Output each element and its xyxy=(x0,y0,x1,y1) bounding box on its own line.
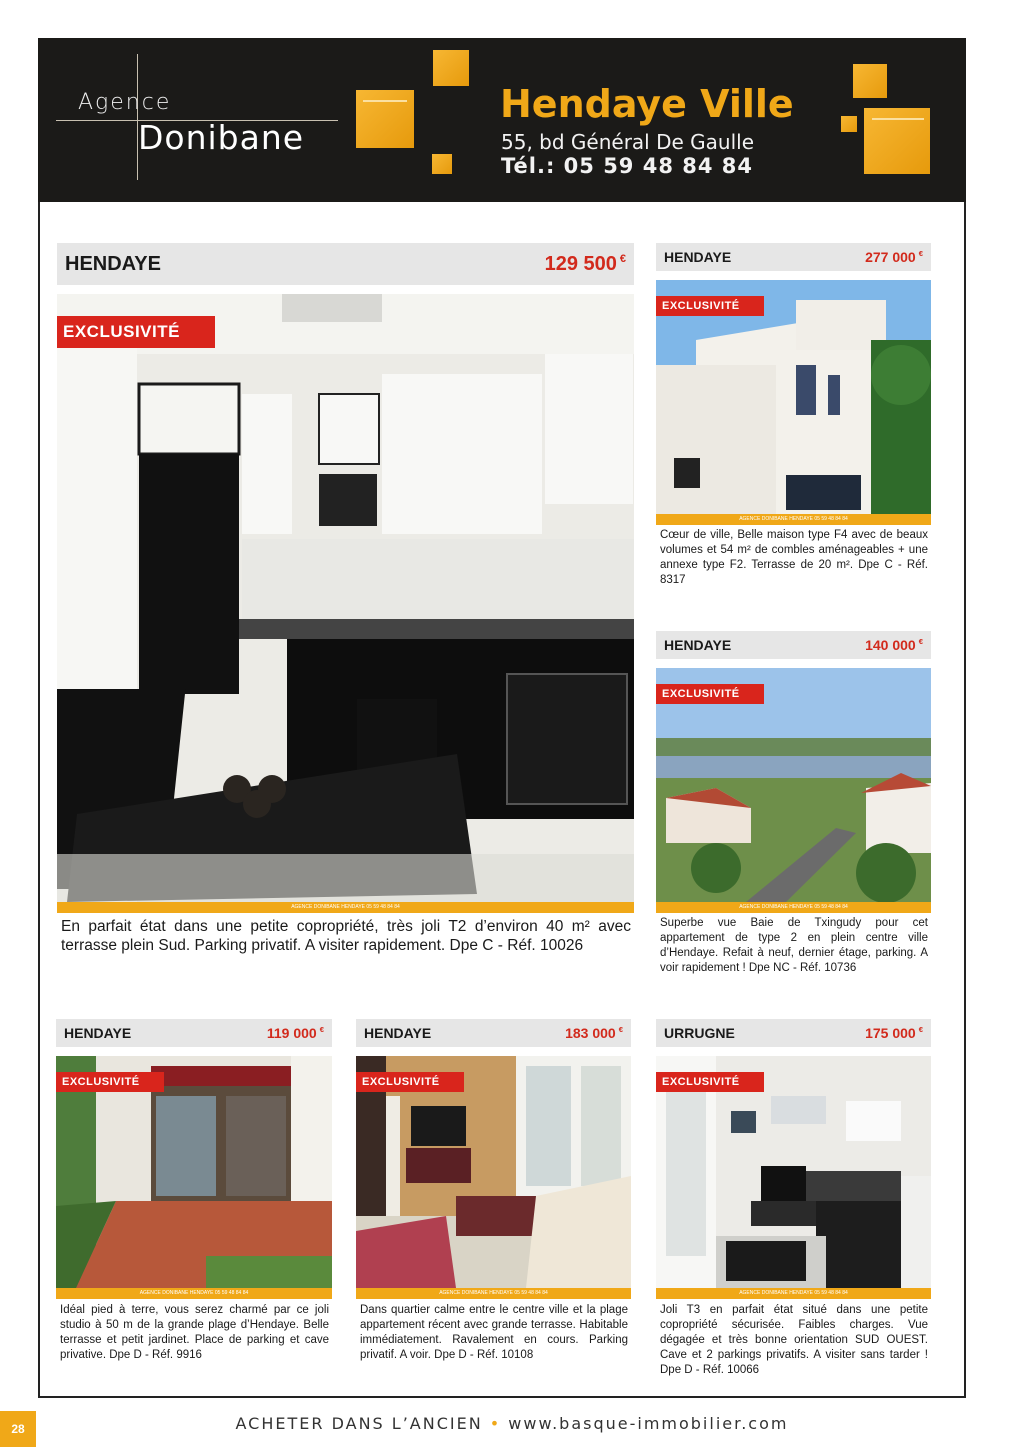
exclusivity-badge: EXCLUSIVITÉ xyxy=(356,1072,464,1092)
exclusivity-badge: EXCLUSIVITÉ xyxy=(656,684,764,704)
listing-city: URRUGNE xyxy=(664,1025,735,1041)
office-address: 55, bd Général De Gaulle xyxy=(501,130,754,154)
page-number: 28 xyxy=(0,1411,36,1447)
listing-photo-house[interactable] xyxy=(656,280,931,514)
deco-square xyxy=(432,154,452,174)
photo-credit-strip: AGENCE DONIBANE HENDAYE 05 59 48 84 84 xyxy=(656,514,931,525)
logo-agence-word: Agence xyxy=(78,90,172,115)
listing-card[interactable] xyxy=(56,1019,332,1379)
footer-website-link[interactable]: www.basque-immobilier.com xyxy=(508,1414,789,1433)
listing-city: HENDAYE xyxy=(65,252,161,275)
listing-header-bar xyxy=(656,1019,931,1047)
listing-header-bar xyxy=(57,243,634,285)
deco-line xyxy=(872,118,924,120)
photo-credit-strip: AGENCE DONIBANE HENDAYE 05 59 48 84 84 xyxy=(656,902,931,913)
agency-header xyxy=(38,38,966,202)
listing-header-bar xyxy=(656,243,931,271)
listing-photo-apartment[interactable] xyxy=(656,1056,931,1288)
listing-city: HENDAYE xyxy=(364,1025,432,1041)
listing-card[interactable] xyxy=(356,1019,631,1379)
exclusivity-badge: EXCLUSIVITÉ xyxy=(656,296,764,316)
deco-line xyxy=(363,100,407,102)
logo-agency-name: Donibane xyxy=(138,118,305,157)
listing-description: Superbe vue Baie de Txingudy pour cet appartement de type 2 en plein centre ville d’Hendaye. Refait à neuf, dernier étage, parking. A voir rapidement ! Dpe NC - Réf. 10736 xyxy=(660,917,928,974)
listing-photo-living-room[interactable] xyxy=(356,1056,631,1288)
photo-credit-strip: AGENCE DONIBANE HENDAYE 05 59 48 84 84 xyxy=(656,1288,931,1299)
photo-credit-strip: AGENCE DONIBANE HENDAYE 05 59 48 84 84 xyxy=(56,1288,332,1299)
kitchen-illustration xyxy=(57,294,634,902)
listing-card[interactable] xyxy=(656,631,931,991)
office-phone[interactable]: Tél.: 05 59 48 84 84 xyxy=(501,154,754,178)
listing-price: 277 000 € xyxy=(865,249,923,265)
office-title: Hendaye Ville xyxy=(500,82,794,126)
listing-card[interactable] xyxy=(656,243,931,586)
listing-photo-bay-view[interactable] xyxy=(656,668,931,902)
listing-city: HENDAYE xyxy=(664,637,732,653)
exclusivity-badge: EXCLUSIVITÉ xyxy=(57,316,215,348)
deco-square xyxy=(853,64,887,98)
listing-description: Joli T3 en parfait état situé dans une petite copropriété sécurisée. Faibles charges. Vue dégagée et très bonne orientation SUD OUEST. Cave et 2 parkings privatifs. A visiter sans tarder ! Dpe D - Réf. 10066 xyxy=(660,1304,928,1376)
listing-header-bar xyxy=(56,1019,332,1047)
footer-tagline xyxy=(0,1414,1024,1433)
exclusivity-badge: EXCLUSIVITÉ xyxy=(56,1072,164,1092)
footer-separator: • xyxy=(489,1414,502,1433)
listing-card[interactable] xyxy=(57,243,634,963)
listing-price: 140 000 € xyxy=(865,637,923,653)
listing-description: Dans quartier calme entre le centre ville et la plage appartement récent avec grande terrasse. Habitable immédiatement. Ravalement en cours. Parking privatif. A voir. Dpe D - Réf. 10108 xyxy=(360,1304,628,1361)
listing-description: En parfait état dans une petite copropriété, très joli T2 d’environ 40 m² avec terrasse plein Sud. Parking privatif. A visiter rapidement. Dpe C - Réf. 10026 xyxy=(61,918,631,954)
photo-credit-strip: AGENCE DONIBANE HENDAYE 05 59 48 84 84 xyxy=(356,1288,631,1299)
photo-credit-strip: AGENCE DONIBANE HENDAYE 05 59 48 84 84 xyxy=(57,902,634,913)
deco-square xyxy=(841,116,857,132)
listing-city: HENDAYE xyxy=(664,249,732,265)
deco-square xyxy=(356,90,414,148)
logo-rule-vertical xyxy=(137,54,138,180)
listing-price: 175 000 € xyxy=(865,1025,923,1041)
listing-city: HENDAYE xyxy=(64,1025,132,1041)
listing-header-bar xyxy=(656,631,931,659)
footer-tagline-text: ACHETER DANS L’ANCIEN xyxy=(235,1414,483,1433)
listing-header-bar xyxy=(356,1019,631,1047)
listing-photo-kitchen[interactable] xyxy=(57,294,634,902)
exclusivity-badge: EXCLUSIVITÉ xyxy=(656,1072,764,1092)
listing-description: Idéal pied à terre, vous serez charmé par ce joli studio à 50 m de la grande plage d’Hendaye. Belle terrasse et petit jardinet. Place de parking et cave privative. Dpe D - Réf. 9916 xyxy=(60,1304,329,1361)
deco-square xyxy=(433,50,469,86)
listing-price: 129 500 € xyxy=(544,252,626,275)
listing-price: 183 000 € xyxy=(565,1025,623,1041)
listing-description: Cœur de ville, Belle maison type F4 avec de beaux volumes et 54 m² de combles aménageables + une annexe type F2. Terrasse de 20 m². Dpe C - Réf. 8317 xyxy=(660,529,928,586)
listing-card[interactable] xyxy=(656,1019,931,1389)
listing-photo-terrace[interactable] xyxy=(56,1056,332,1288)
listing-price: 119 000 € xyxy=(266,1025,324,1041)
